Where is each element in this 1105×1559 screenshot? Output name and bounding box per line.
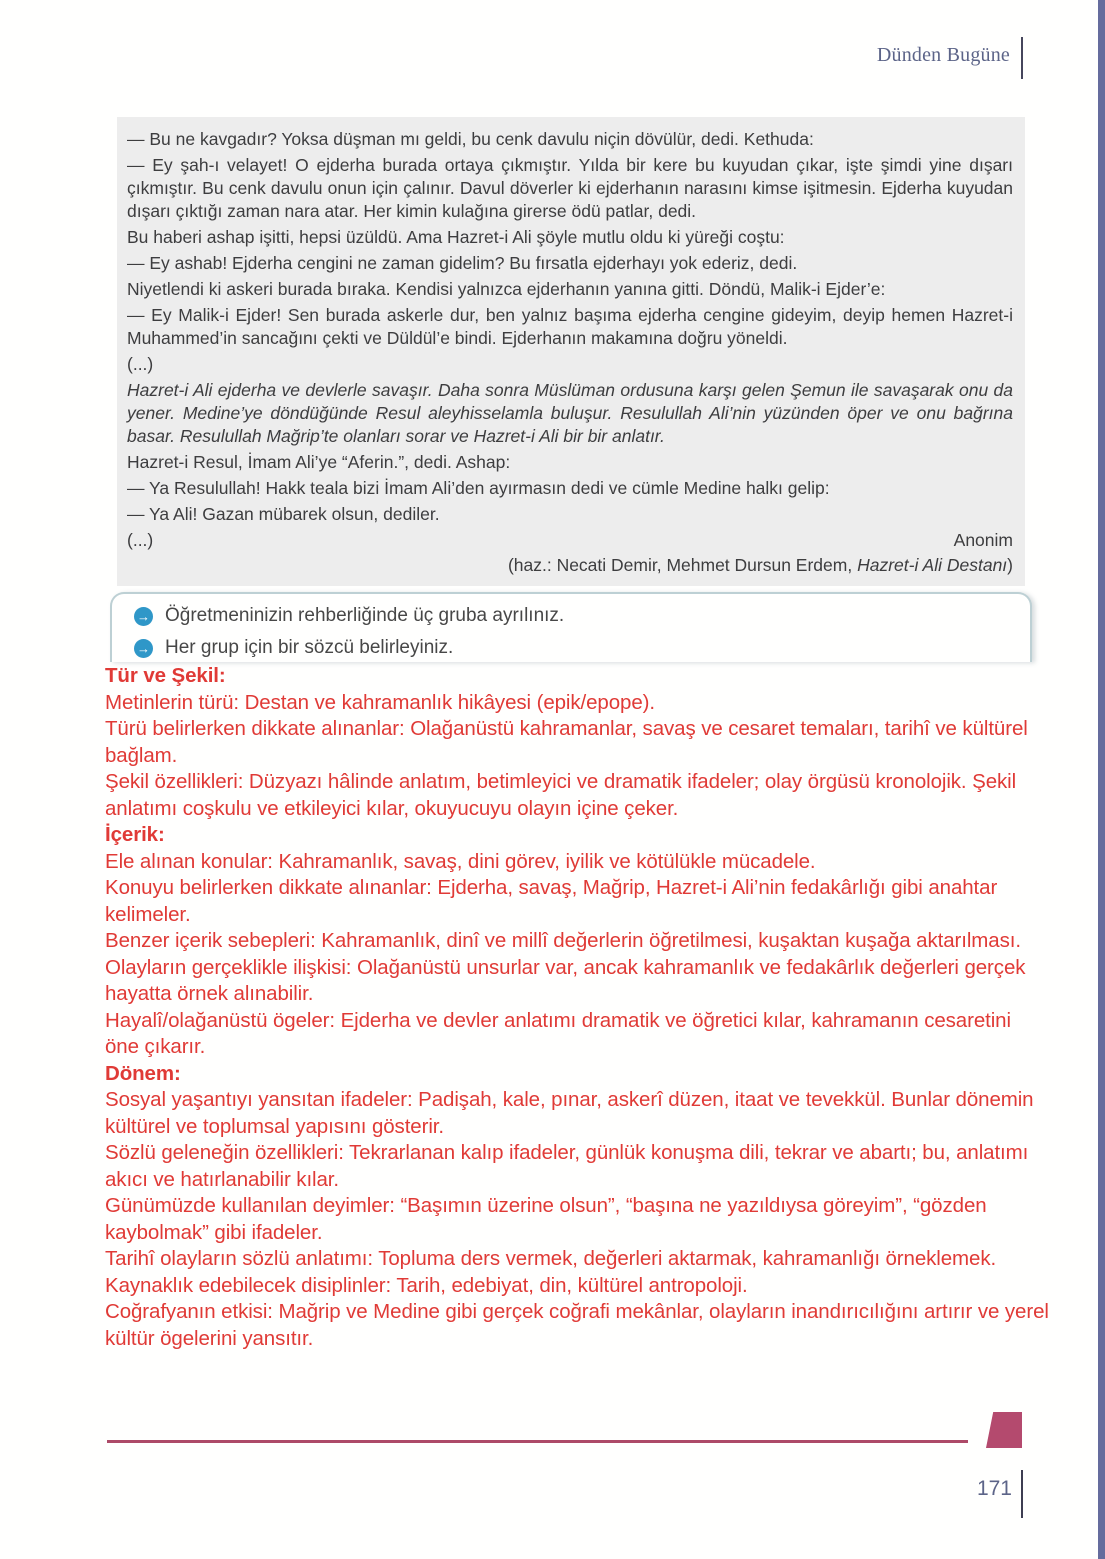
answer-line: Ele alınan konular: Kahramanlık, savaş, dini görev, iyilik ve kötülükle mücadele. xyxy=(105,849,816,873)
activity-item xyxy=(134,637,1016,659)
arrow-right-circle-icon: → xyxy=(134,639,153,658)
story-paragraphs xyxy=(127,128,1013,526)
activity-box xyxy=(110,592,1032,662)
attribution-line xyxy=(127,554,1013,577)
answer-line: Dönem: xyxy=(105,1061,181,1085)
story-paragraph: Niyetlendi ki askeri burada bıraka. Kendisi yalnızca ejderhanın yanına gitti. Döndü, Malik-i Ejder’e: xyxy=(127,279,886,299)
answer-line: Kaynaklık edebilecek disiplinler: Tarih, edebiyat, din, kültürel antropoloji. xyxy=(105,1273,748,1297)
arrow-right-circle-icon: → xyxy=(134,607,153,626)
answer-line: Tarihî olayların sözlü anlatımı: Topluma ders vermek, değerleri aktarmak, kahramanlığı örneklemek. xyxy=(105,1247,997,1270)
header-divider xyxy=(1021,37,1023,79)
story-author: Anonim xyxy=(953,530,1013,550)
running-header: Dünden Bugüne xyxy=(876,44,1010,66)
answer-line: İçerik: xyxy=(105,823,165,846)
answer-line: Sosyal yaşantıyı yansıtan ifadeler: Padişah, kale, pınar, askerî düzen, itaat ve tevekkül. Bunlar dönemin kültürel ve toplumsal yapısını gösterir. xyxy=(105,1088,1034,1138)
answer-line: Türü belirlerken dikkate alınanlar: Olağanüstü kahramanlar, savaş ve cesaret temaları, tarihî ve kültürel bağlam. xyxy=(105,717,1028,767)
story-paragraph: — Ey şah-ı velayet! O ejderha burada ortaya çıkmıştır. Yılda bir kere bu kuyudan çıkar, işte şimdi yine dışarı çıkmıştır. Bu cenk davulu onun için çalınır. Davul döverler ki ejderhanın narasını kimse işitmesin. Ejderha kuyudan dışarı çıktığı zaman nara atar. Her kimin kulağına girerse ödü patlar, dedi. xyxy=(127,155,1013,221)
attribution-row xyxy=(127,529,1013,552)
story-ellipsis: (...) xyxy=(127,530,154,550)
story-paragraph: — Bu ne kavgadır? Yoksa düşman mı geldi, bu cenk davulu niçin dövülür, dedi. Kethuda: xyxy=(127,129,814,149)
activity-label: Öğretmeninizin rehberliğinde üç gruba ayrılınız. xyxy=(165,605,565,626)
page-number: 171 xyxy=(976,1477,1012,1500)
answer-line: Benzer içerik sebepleri: Kahramanlık, dinî ve millî değerlerin öğretilmesi, kuşaktan kuşağa aktarılması. xyxy=(105,929,1021,952)
answer-line: Hayalî/olağanüstü ögeler: Ejderha ve devler anlatımı dramatik ve öğretici kılar, kahramanın cesaretini öne çıkarır. xyxy=(105,1008,1011,1058)
activity-label: Her grup için bir sözcü belirleyiniz. xyxy=(165,637,454,658)
answer-line: Sözlü geleneğin özellikleri: Tekrarlanan kalıp ifadeler, günlük konuşma dili, tekrar ve abartı; bu, anlatımı akıcı ve hatırlanabilir kılar. xyxy=(105,1141,1029,1191)
story-paragraph: — Ya Resulullah! Hakk teala bizi İmam Ali’den ayırmasın dedi ve cümle Medine halkı gelip: xyxy=(127,478,830,498)
answer-line: Konuyu belirlerken dikkate alınanlar: Ejderha, savaş, Mağrip, Hazret-i Ali’nin fedakârlığı gibi anahtar kelimeler. xyxy=(105,876,998,926)
activity-list xyxy=(134,605,1016,659)
attribution-title: Hazret-i Ali Destanı xyxy=(857,555,1008,575)
story-paragraph: (...) xyxy=(127,354,154,374)
story-paragraph: — Ya Ali! Gazan mübarek olsun, dediler. xyxy=(127,504,440,524)
answer-line: Metinlerin türü: Destan ve kahramanlık hikâyesi (epik/epope). xyxy=(105,690,655,714)
page-number-divider xyxy=(1021,1470,1023,1518)
answer-line: Tür ve Şekil: xyxy=(105,664,226,687)
footer-rule xyxy=(107,1440,968,1443)
page-edge-band xyxy=(1098,0,1105,1559)
footer-accent-shape xyxy=(986,1412,1022,1448)
answers-overlay xyxy=(105,663,1050,1352)
story-paragraph: Hazret-i Resul, İmam Ali’ye “Aferin.”, dedi. Ashap: xyxy=(127,452,511,472)
story-paragraph: Bu haberi ashap işitti, hepsi üzüldü. Ama Hazret-i Ali şöyle mutlu oldu ki yüreği coştu: xyxy=(127,227,785,247)
story-panel xyxy=(117,117,1025,586)
story-paragraph: Hazret-i Ali ejderha ve devlerle savaşır. Daha sonra Müslüman ordusuna karşı gelen Şemun ile savaşarak onu da yener. Medine’ye döndüğünde Resul aleyhisselamla buluşur. Resulullah Ali’nin yüzünden öper ve onu bağrına basar. Resulullah Mağrip’te olanları sorar ve Hazret-i Ali bir bir anlatır. xyxy=(127,380,1013,446)
attribution-suffix: ) xyxy=(1007,555,1013,575)
attribution-prefix: (haz.: Necati Demir, Mehmet Dursun Erdem, xyxy=(507,555,858,575)
answer-line: Günümüzde kullanılan deyimler: “Başımın üzerine olsun”, “başına ne yazıldıysa göreyim”, “gözden kaybolmak” gibi ifadeler. xyxy=(105,1194,987,1244)
answer-line: Olayların gerçeklikle ilişkisi: Olağanüstü unsurlar var, ancak kahramanlık ve fedakârlık değerleri gerçek hayatta örnek alınabilir. xyxy=(105,955,1026,1005)
answer-line: Coğrafyanın etkisi: Mağrip ve Medine gibi gerçek coğrafi mekânlar, olayların inandırıcılığını artırır ve yerel kültür ögelerini yansıtır. xyxy=(105,1300,1049,1350)
activity-item xyxy=(134,605,1016,627)
story-paragraph: — Ey Malik-i Ejder! Sen burada askerle dur, ben yalnız başıma ejderha cengine gideyim, deyip hemen Hazret-i Muhammed’in sancağını çekti ve Düldül’e bindi. Ejderhanın makamına doğru yöneldi. xyxy=(127,305,1013,348)
answer-line: Şekil özellikleri: Düzyazı hâlinde anlatım, betimleyici ve dramatik ifadeler; olay örgüsü kronolojik. Şekil anlatımı coşkulu ve etkileyici kılar, okuyucuyu olayın içine çeker. xyxy=(105,770,1017,820)
story-paragraph: — Ey ashab! Ejderha cengini ne zaman gidelim? Bu fırsatla ejderhayı yok ederiz, dedi. xyxy=(127,253,798,273)
